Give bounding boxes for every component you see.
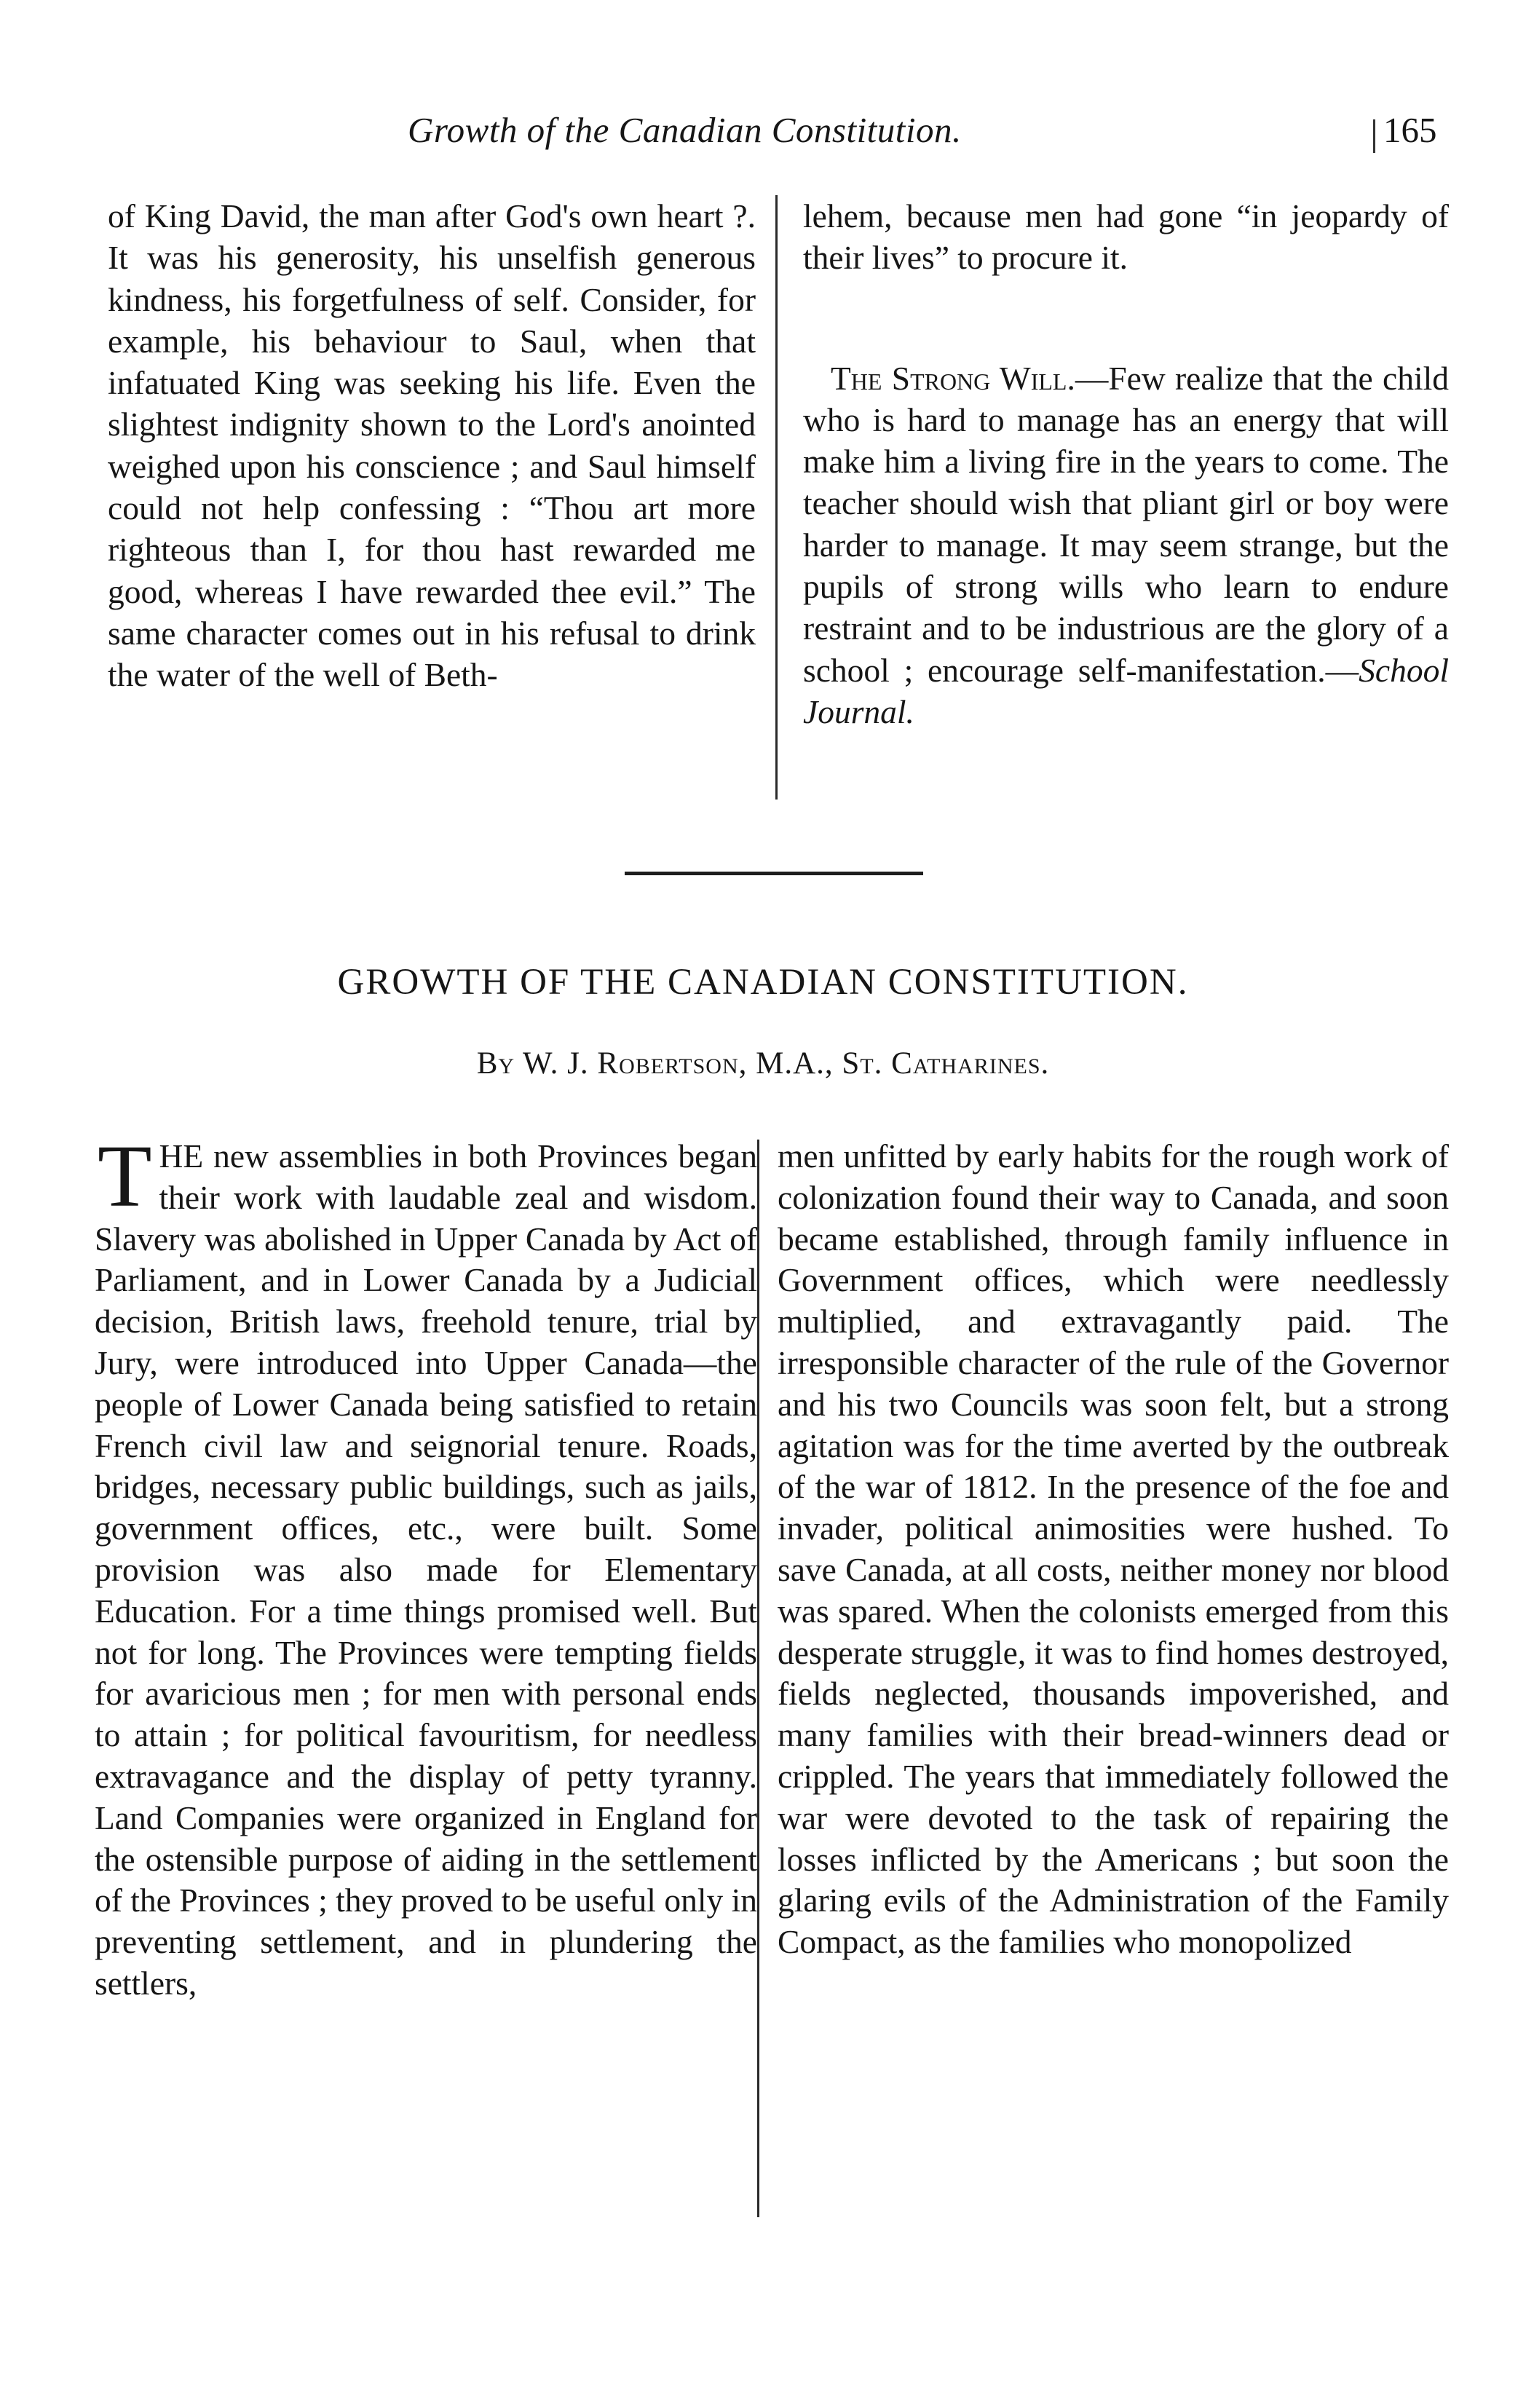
bethlehem-continuation: lehem, because men had gone “in jeopardy of their lives” to procure it. [803,197,1449,277]
byline: By W. J. Robertson, M.A., St. Catharines. [476,1046,1050,1081]
drop-cap: T [98,1127,152,1225]
top-left-column [108,195,756,696]
column-rule-bottom [757,1140,759,2217]
david-paragraph: of King David, the man after God's own heart ?. It was his generosity, his unselfish generous kindness, his forgetfulness of self. Consider, for example, his behaviour to Saul, when that infatuated King was seeking his life. Even the slightest indignity shown to the Lord's anointed weighed upon his conscience ; and Saul himself could not help confessing : “Thou art more righteous than I, for thou hast rewarded me good, whereas I have rewarded thee evil.” The same character comes out in his refusal to drink the water of the well of Beth- [108,197,756,694]
article-title: GROWTH OF THE CANADIAN CONSTITUTION. [337,962,1189,1003]
article-left-text: HE new assemblies in both Provinces began their work with laudable zeal and wisdom. Slavery was abolished in Upper Canada by Act of Parliament, and in Lower Canada by a Judicial decision, British laws, freehold tenure, trial by Jury, were introduced into Upper Canada—the people of Lower Canada being satisfied to retain French civil law and seignorial tenure. Roads, bridges, necessary public buildings, such as jails, government offices, etc., were built. Some provision was also made for Elementary Education. For a time things promised well. But not for long. The Provinces were tempting fields for avaricious men ; for men with personal ends to attain ; for political favouritism, for needless extravagance and the display of petty tyranny. Land Companies were organized in England for the ostensible purpose of aiding in the settlement of the Provinces ; they proved to be useful only in preventing settlement, and in plundering the settlers, [95,1137,757,2002]
column-rule-top [775,195,778,800]
section-divider [625,872,923,875]
strong-will-paragraph [803,358,1449,733]
article-left-column [95,1127,757,2005]
article-right-text: men unfitted by early habits for the rough work of colonization found their way to Canada, and soon became established, through family influence in Government offices, which were needlessly multiplied, and extravagantly paid. The irresponsible character of the rule of the Governor and his two Councils was soon felt, but a strong agitation was for the time averted by the outbreak of the war of 1812. In the presence of the foe and invader, political animosities were hushed. To save Canada, at all costs, neither money nor blood was spared. When the colonists emerged from this desperate struggle, it was to find homes destroyed, fields neglected, thousands impoverished, and many families with their bread-winners dead or crippled. The years that immediately followed the war were devoted to the task of repairing the losses inflicted by the Americans ; but soon the glaring evils of the Administration of the Family Compact, as the families who monopolized [778,1137,1449,1961]
strong-will-source: School Journal. [803,651,1449,730]
page-number: 165 [1383,110,1437,150]
running-title: Growth of the Canadian Constitution. [408,110,962,150]
article-right-column [778,1136,1449,1963]
top-right-column [803,195,1449,733]
strong-will-text: —Few realize that the child who is hard to manage has an energy that will make him a living fire in the years to come. The teacher should wish that pliant girl or boy were harder to manage. It may seem strange, but the pupils of strong wills who learn to endure restraint and to be industrious are the glory of a school ; encourage self-manifestation.— [803,359,1449,689]
strong-will-heading: The Strong Will. [831,359,1075,397]
